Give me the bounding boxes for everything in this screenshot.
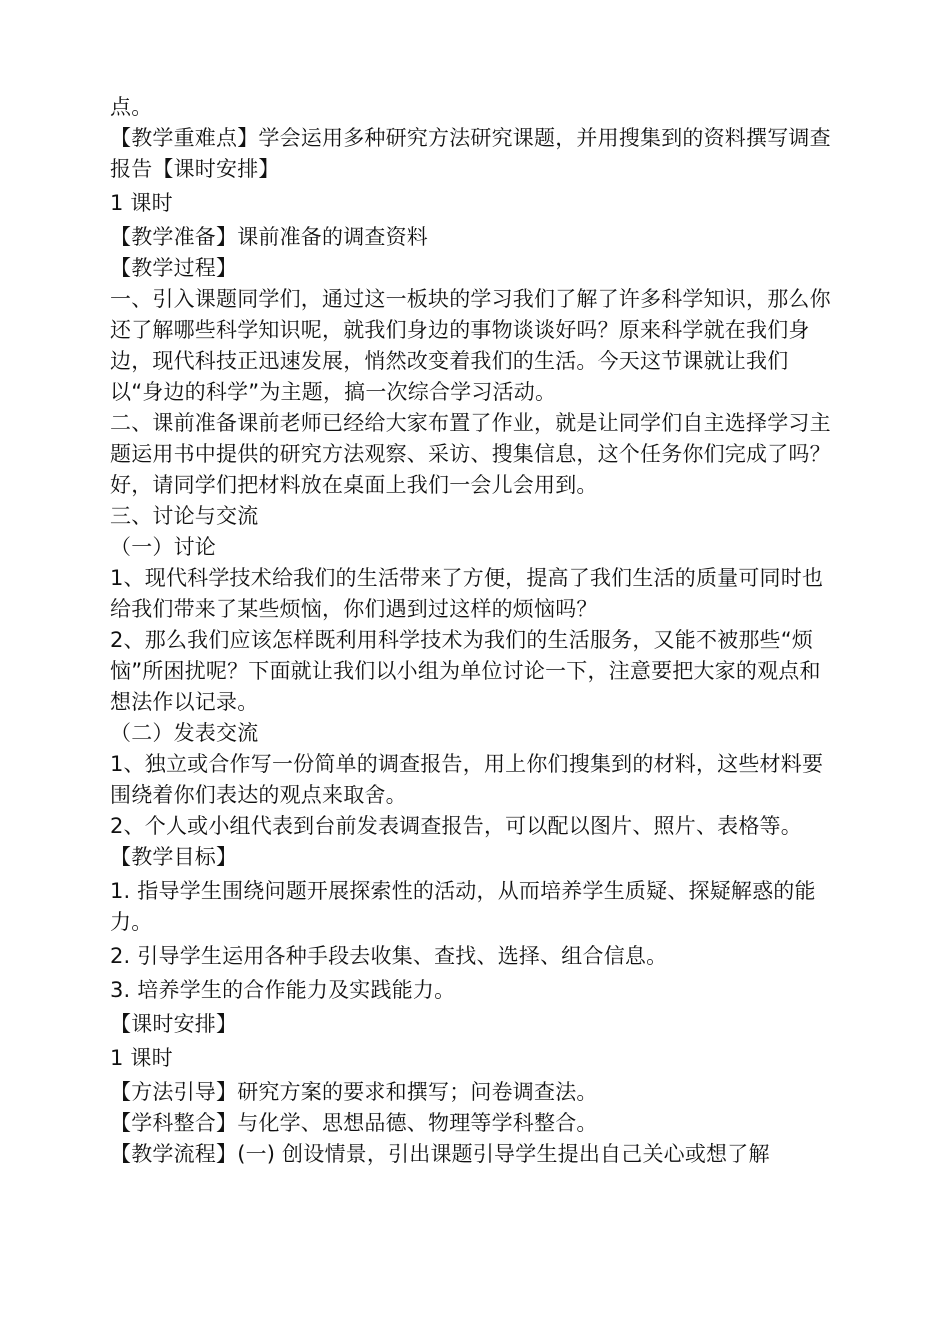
paragraph-key-difficulties: 【教学重难点】学会运用多种研究方法研究课题，并用搜集到的资料撰写调查报告【课时安排】	[110, 126, 831, 181]
paragraph-discussion-2: 2、那么我们应该怎样既利用科学技术为我们的生活服务，又能不被那些“烦恼”所困扰呢？下面就让我们以小组为单位讨论一下，注意要把大家的观点和想法作以记录。	[110, 628, 821, 714]
document-body	[110, 92, 840, 1170]
paragraph-discussion-heading: 三、讨论与交流	[110, 504, 259, 528]
paragraph-integration: 【学科整合】与化学、思想品德、物理等学科整合。	[110, 1111, 598, 1135]
paragraph-objective-3: 3. 培养学生的合作能力及实践能力。	[110, 978, 456, 1002]
paragraph-discussion-sub: （一）讨论	[110, 535, 216, 559]
paragraph-lesson-count-2: 1 课时	[110, 1046, 173, 1070]
paragraph-discussion-1: 1、现代科学技术给我们的生活带来了方便，提高了我们生活的质量可同时也给我们带来了某些烦恼，你们遇到过这样的烦恼吗？	[110, 566, 824, 621]
paragraph-exchange-2: 2、个人或小组代表到台前发表调查报告，可以配以图片、照片、表格等。	[110, 814, 802, 838]
paragraph-schedule-heading: 【课时安排】	[110, 1012, 238, 1036]
paragraph-pre-class: 二、课前准备课前老师已经给大家布置了作业，就是让同学们自主选择学习主题运用书中提供的研究方法观察、采访、搜集信息，这个任务你们完成了吗？好，请同学们把材料放在桌面上我们一会儿会用到。	[110, 411, 831, 497]
paragraph-preparation: 【教学准备】课前准备的调查资料	[110, 225, 428, 249]
paragraph-exchange-sub: （二）发表交流	[110, 721, 259, 745]
paragraph-continuation: 点。	[110, 95, 153, 119]
paragraph-method: 【方法引导】研究方案的要求和撰写；问卷调查法。	[110, 1080, 598, 1104]
paragraph-process-heading: 【教学过程】	[110, 256, 238, 280]
paragraph-flow: 【教学流程】(一) 创设情景，引出课题引导学生提出自己关心或想了解	[110, 1142, 770, 1166]
paragraph-lesson-count-1: 1 课时	[110, 191, 173, 215]
paragraph-introduction: 一、引入课题同学们，通过这一板块的学习我们了解了许多科学知识，那么你还了解哪些科学知识呢，就我们身边的事物谈谈好吗？原来科学就在我们身边，现代科技正迅速发展，悄然改变着我们的生活。今天这节课就让我们以“身边的科学”为主题，搞一次综合学习活动。	[110, 287, 831, 404]
paragraph-objective-1: 1. 指导学生围绕问题开展探索性的活动，从而培养学生质疑、探疑解惑的能力。	[110, 879, 816, 934]
paragraph-objective-2: 2. 引导学生运用各种手段去收集、查找、选择、组合信息。	[110, 944, 668, 968]
paragraph-objectives-heading: 【教学目标】	[110, 845, 238, 869]
paragraph-exchange-1: 1、独立或合作写一份简单的调查报告，用上你们搜集到的材料，这些材料要围绕着你们表达的观点来取舍。	[110, 752, 824, 807]
